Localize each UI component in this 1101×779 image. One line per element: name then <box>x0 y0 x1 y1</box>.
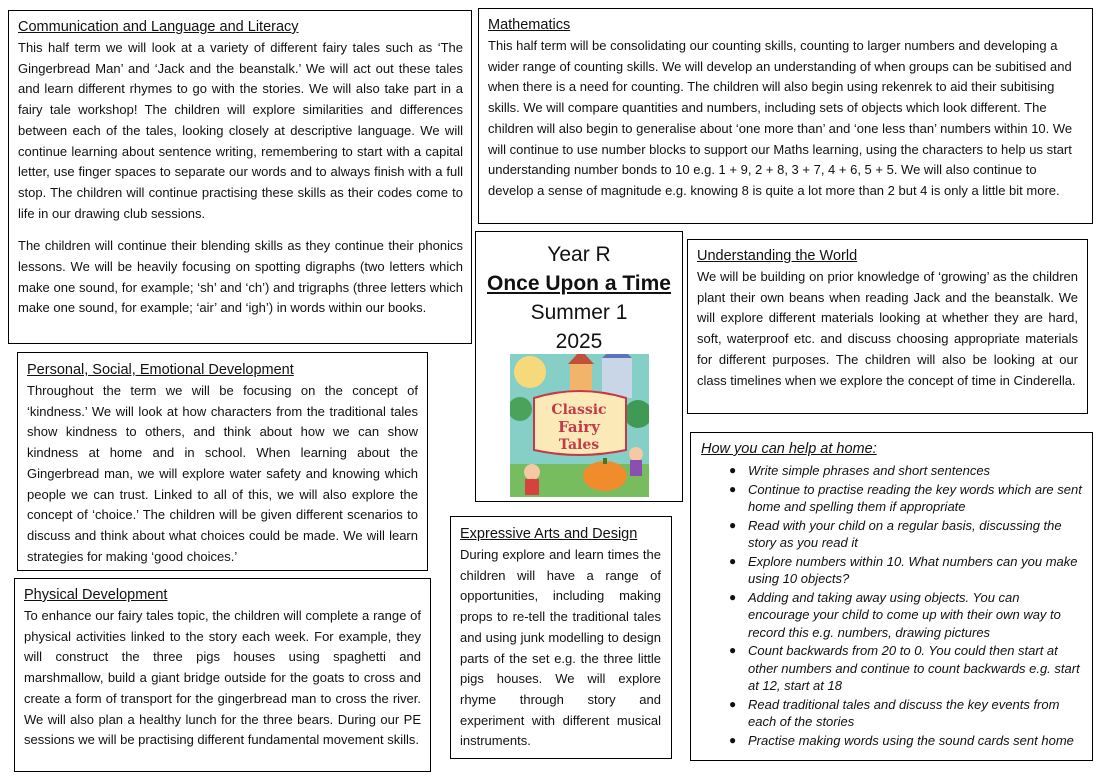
psed-panel <box>17 352 428 571</box>
term-label: Summer 1 <box>530 301 628 324</box>
bullet-icon: ● <box>729 517 737 532</box>
bullet-icon: ● <box>729 481 737 496</box>
bullet-icon: ● <box>729 696 737 711</box>
maths-text: This half term will be consolidating our counting skills, counting to larger numbers and developing a wider range of counting skills. We will develop an understanding of when groups can be subitised and when there is a need for counting. The children will also begin using rekenrek to aid their subitising skills. We will compare quantities and numbers, including sets of objects which look different. The children will also begin to generalise about ‘one more than’ and ‘one less than’ numbers within 10. We will continue to use number blocks to support our Maths learning, using the characters to help us start understanding number bonds to 10 e.g. 1 + 9, 2 + 8, 3 + 7, 4 + 6, 5 + 5. We will also continue to develop a sense of magnitude e.g. knowing 8 is quite a lot more than 2 but 4 is only a little bit more. <box>488 38 1073 198</box>
cll-paragraph-2: The children will continue their blending skills as they continue their phonics lessons. We will be heavily focusing on spotting digraphs (two letters which make one sound, for example; ‘sh’ and ‘ch’) and trigraphs (three letters which make one sound, for example; ‘air’ and ‘igh’) in words within our books. <box>18 238 463 316</box>
list-item: ● Explore numbers within 10. What numbers can you make using 10 objects? <box>729 553 1078 586</box>
ead-panel <box>450 516 672 759</box>
psed-title: Personal, Social, Emotional Development <box>27 362 294 378</box>
utw-title: Understanding the World <box>697 248 858 264</box>
cll-panel <box>8 10 472 344</box>
year-number: 2025 <box>555 330 603 353</box>
pd-panel <box>14 578 431 772</box>
psed-text: Throughout the term we will be focusing on the concept of ‘kindness.’ We will look at how characters from the traditional tales show kindness to others, and think about how we can show kindness at home and in school. When learning about the Gingerbread man, we will explore water safety and knowing which people we can trust. Linked to all of this, we will also explore the concept of ‘choice.’ The children will be given different scenarios to discuss and think about what choices could be made. We will learn strategies for making ‘good choices.’ <box>27 383 418 564</box>
home-help-list <box>701 462 1084 749</box>
list-item: ● Read with your child on a regular basis, discussing the story as you read it <box>729 517 1062 550</box>
bullet-icon: ● <box>729 732 737 747</box>
utw-text: We will be building on prior knowledge of ‘growing’ as the children plant their own beans when reading Jack and the beanstalk. We will explore different materials looking at whether they are hard, soft, waterproof etc. and discuss choosing appropriate materials for different purposes. The children will also be looking at our class timelines when we explore the concept of time in Cinderella. <box>697 269 1078 388</box>
utw-panel <box>687 239 1088 414</box>
list-item: ● Adding and taking away using objects. You can encourage your child to come up with their own way to record this e.g. numbers, drawing pictures <box>729 589 1061 640</box>
list-item: ● Count backwards from 20 to 0. You could then start at other numbers and continue to count backwards e.g. start at 12, start at 18 <box>729 643 1080 693</box>
bullet-icon: ● <box>729 643 737 657</box>
book-cover-illustration <box>510 354 649 497</box>
ead-text: During explore and learn times the children will have a range of opportunities, including making props to re-tell the traditional tales and using junk modelling to design parts of the set e.g. the three little pigs houses. We will explore rhyme through story and experiment with different musical instruments. <box>460 547 661 749</box>
list-item: ● Write simple phrases and short sentences <box>729 463 991 478</box>
pd-title: Physical Development <box>24 587 168 603</box>
title-panel <box>475 231 683 502</box>
svg-text:Tales: Tales <box>558 437 600 453</box>
list-item: ● Continue to practise reading the key words which are sent home and spelling them if appropriate <box>729 481 1082 514</box>
svg-text:Fairy: Fairy <box>558 418 600 436</box>
maths-panel <box>478 8 1093 224</box>
svg-text:Classic: Classic <box>551 402 607 418</box>
home-help-panel <box>690 432 1093 761</box>
pd-text: To enhance our fairy tales topic, the children will complete a range of physical activities linked to the story each week. For example, they will construct the three pigs houses using spaghetti and marshmallow, build a giant bridge outside for the goats to cross and create a form of transport for the gingerbread man to cross the river. We will also plan a healthy lunch for the three bears. During our PE sessions we will be practising different fundamental movement skills. <box>24 608 421 748</box>
cll-paragraph-1: This half term we will look at a variety of different fairy tales such as ‘The Gingerbread Man’ and ‘Jack and the beanstalk.’ We will act out these tales and learn different rhymes to go with the stories. We will also take part in a fairy tale workshop! The children will explore similarities and differences between each of the tales, looking closely at descriptive language. We will continue learning about sentence writing, remembering to start with a capital letter, use finger spaces to separate our words and to always finish with a full stop. The children will continue practising these skills as their codes come to life in our drawing club sessions. <box>18 40 463 221</box>
bullet-icon: ● <box>729 589 737 604</box>
list-item: ● Practise making words using the sound cards sent home <box>729 732 1074 748</box>
cll-title: Communication and Language and Literacy <box>18 19 299 35</box>
book-cover-image <box>510 354 649 497</box>
list-item: ● Read traditional tales and discuss the key events from each of the stories <box>729 696 1060 729</box>
bullet-icon: ● <box>729 553 737 568</box>
topic-title: Once Upon a Time <box>487 272 671 295</box>
bullet-icon: ● <box>729 463 737 477</box>
ead-title: Expressive Arts and Design <box>460 526 638 542</box>
home-help-title: How you can help at home: <box>701 441 877 457</box>
year-label: Year R <box>547 243 611 266</box>
maths-title: Mathematics <box>488 17 571 33</box>
